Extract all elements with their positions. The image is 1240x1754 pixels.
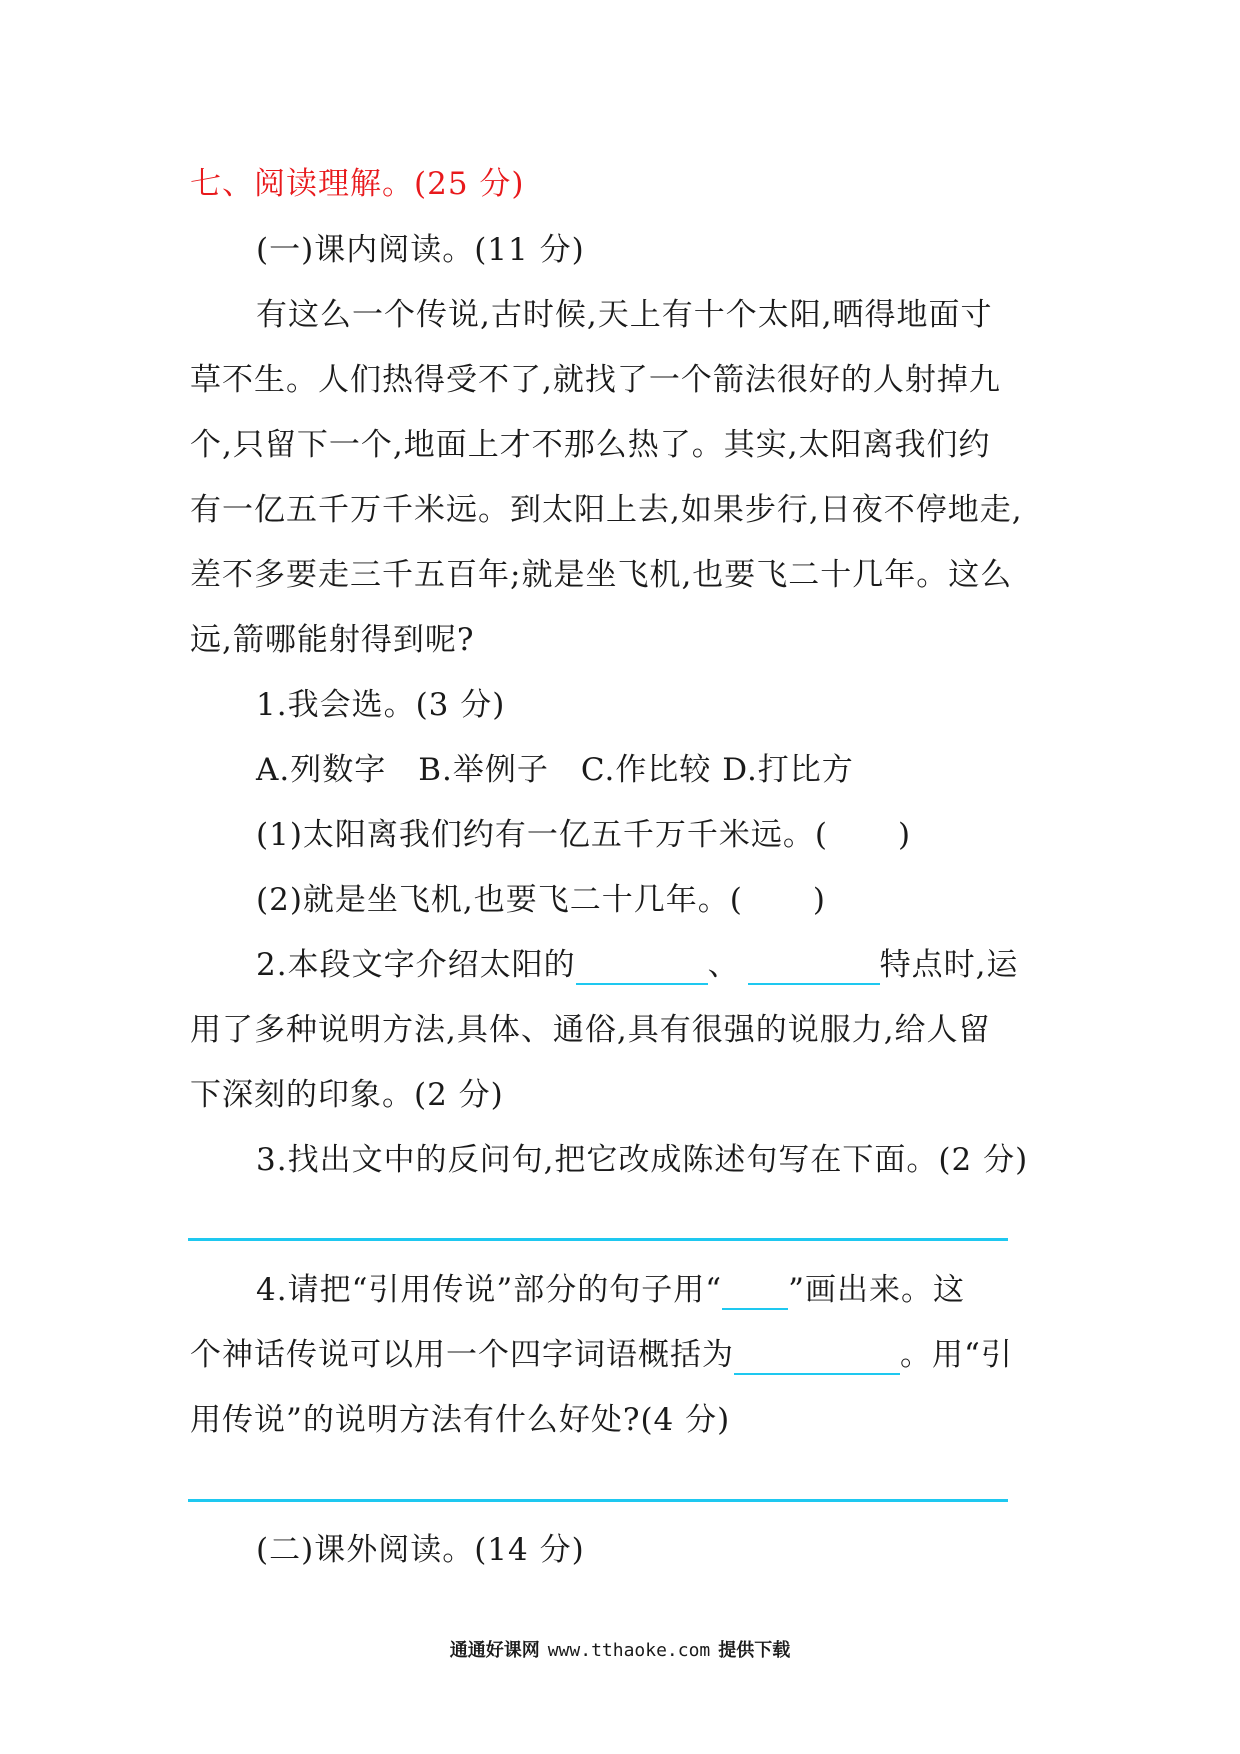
question-1-item-2 [256,880,1136,920]
q4-prefix: 4.请把“引用传说”部分的句子用“ [256,1272,723,1308]
part1-heading: (一)课内阅读。(11 分) [256,232,585,268]
question-1-options: A.列数字 B.举例子 C.作比较 D.打比方 [256,752,854,788]
question-1-title: 1.我会选。(3 分) [256,687,506,723]
passage-line: 差不多要走三千五百年;就是坐飞机,也要飞二十几年。这么 [190,557,1013,593]
passage-line: 有这么一个传说,古时候,天上有十个太阳,晒得地面寸 [256,297,993,333]
q2-sep: 、 [707,947,740,983]
item-2-close: ) [812,882,826,918]
question-4-answer-line[interactable] [188,1499,1008,1502]
q4-mid: ”画出来。这 [788,1272,965,1308]
q4-blank-idiom[interactable] [734,1339,900,1375]
q2-suffix: 特点时,运 [879,947,1019,983]
question-1-item-1 [256,815,1136,855]
question-4-line-2 [190,1335,1070,1375]
question-4-line-3: 用传说”的说明方法有什么好处?(4 分) [190,1402,731,1438]
passage-line: 个,只留下一个,地面上才不那么热了。其实,太阳离我们约 [190,427,991,463]
section-title: 七、阅读理解。(25 分) [190,166,525,202]
part2-heading: (二)课外阅读。(14 分) [256,1532,585,1568]
q2-blank-2[interactable] [748,949,880,985]
question-3-answer-line[interactable] [188,1238,1008,1241]
q4-line2-prefix: 个神话传说可以用一个四字词语概括为 [190,1337,734,1373]
footer-url[interactable]: www.tthaoke.com [547,1640,711,1661]
passage-line: 有一亿五千万千米远。到太阳上去,如果步行,日夜不停地走, [190,492,1023,528]
q4-underline-sample [722,1274,788,1310]
passage-line: 草不生。人们热得受不了,就找了一个箭法很好的人射掉九 [190,362,1001,398]
question-2-line-3: 下深刻的印象。(2 分) [190,1077,504,1113]
q4-line2-suffix: 。用“引 [900,1337,1013,1373]
item-1-close: ) [898,817,912,853]
question-3-title: 3.找出文中的反问句,把它改成陈述句写在下面。(2 分) [256,1142,1029,1178]
item-1-text: (1)太阳离我们约有一亿五千万千米远。( [256,817,829,853]
footer-download-text: 提供下载 [718,1640,791,1661]
q2-prefix: 2.本段文字介绍太阳的 [256,947,576,983]
question-4-line-1 [256,1270,1136,1310]
question-2-line-2: 用了多种说明方法,具体、通俗,具有很强的说服力,给人留 [190,1012,991,1048]
footer [0,1636,1240,1662]
passage-line: 远,箭哪能射得到呢? [190,622,475,658]
question-2-line-1 [256,945,1136,985]
item-2-text: (2)就是坐飞机,也要飞二十几年。( [256,882,743,918]
footer-site-name: 通通好课网 [449,1640,540,1661]
q2-blank-1[interactable] [576,949,708,985]
